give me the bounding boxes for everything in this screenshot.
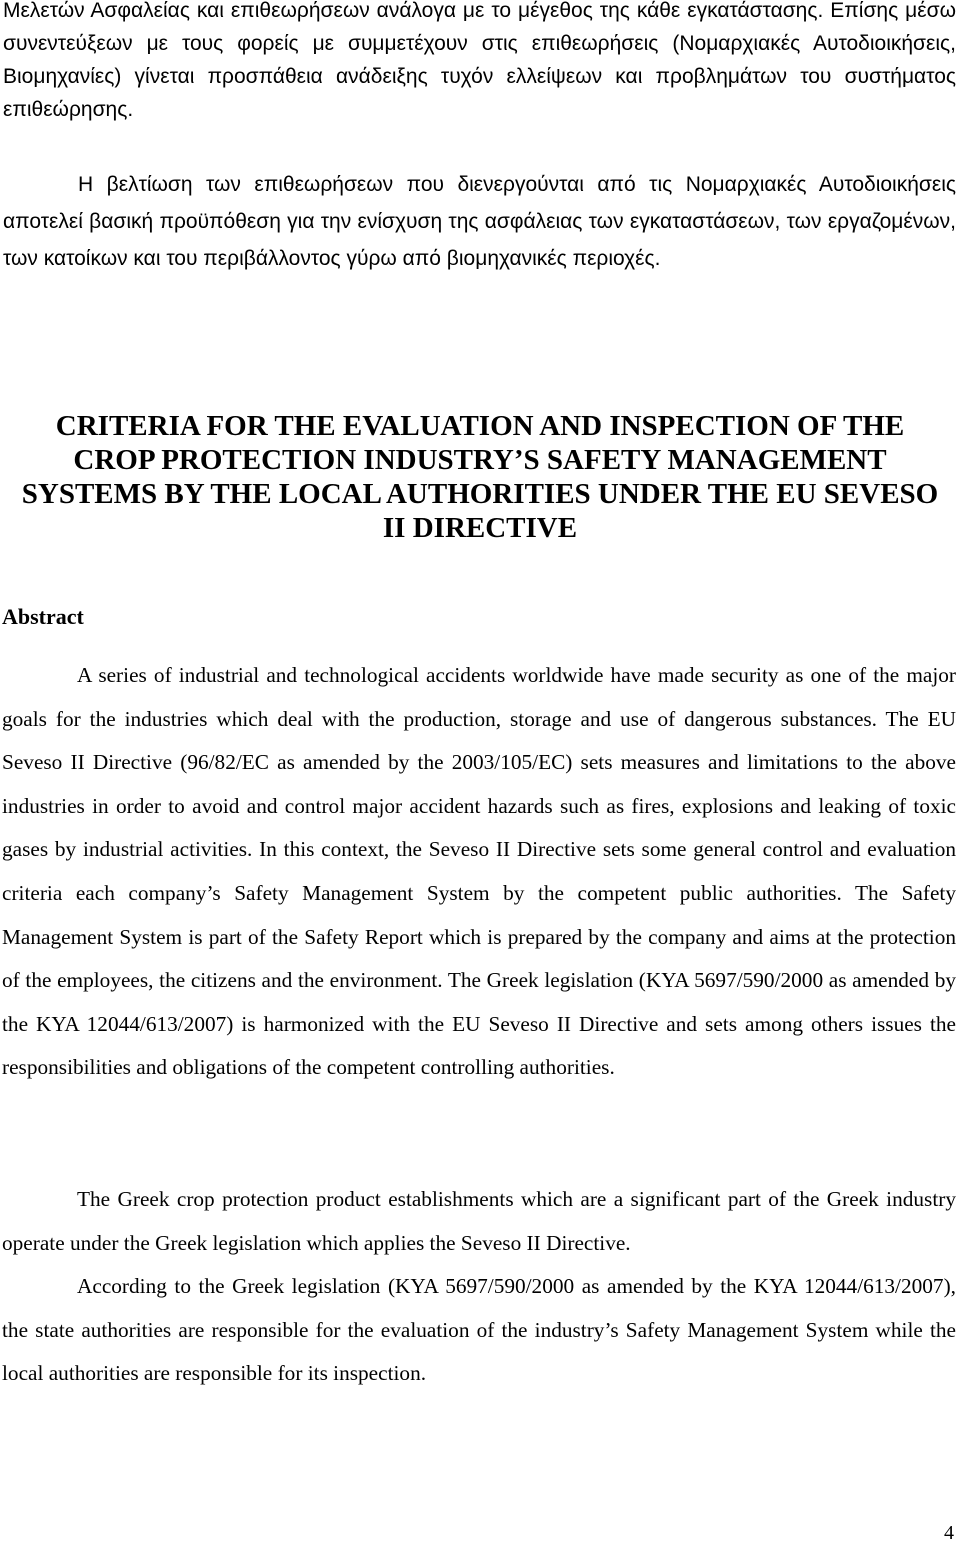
- abstract-heading: Abstract: [2, 604, 84, 629]
- greek-paragraph: Η βελτίωση των επιθεωρήσεων που διενεργούνται από τις Νομαρχιακές Αυτοδιοικήσεις αποτελεί βασική προϋπόθεση για την ενίσχυση της ασφάλειας των εγκαταστάσεων, των εργαζομένων, των κατοίκων και του περιβάλλοντος γύρω από βιομηχανικές περιοχές.: [3, 173, 956, 270]
- abstract-paragraph-3: According to the Greek legislation (KYA 5697/590/2000 as amended by the KYA 12044/613/2007), the state authorities are responsible for the evaluation of the industry’s Safety Management System while the local authorities are responsible for its inspection.: [2, 1274, 956, 1386]
- abstract-paragraph-2: The Greek crop protection product establishments which are a significant part of the Greek industry operate under the Greek legislation which applies the Seveso II Directive.: [2, 1187, 956, 1255]
- abstract-paragraph-1: A series of industrial and technological accidents worldwide have made security as one of the major goals for the industries which deal with the production, storage and use of dangerous substances. The EU Seveso II Directive (96/82/EC as amended by the 2003/105/EC) sets measures and limitations to the above industries in order to avoid and control major accident hazards such as fires, explosions and leaking of toxic gases by industrial activities. In this context, the Seveso II Directive sets some general control and evaluation criteria each company’s Safety Management System by the competent public authorities. The Safety Management System is part of the Safety Report which is prepared by the company and aims at the protection of the employees, the citizens and the environment. The Greek legislation (KYA 5697/590/2000 as amended by the KYA 12044/613/2007) is harmonized with the EU Seveso II Directive and sets among others issues the responsibilities and obligations of the competent controlling authorities.: [2, 663, 956, 1080]
- page-number: 4: [944, 1522, 954, 1544]
- greek-continuation-paragraph: Μελετών Ασφαλείας και επιθεωρήσεων ανάλογα με το μέγεθος της κάθε εγκατάστασης. Επίσης μέσω συνεντεύξεων με τους φορείς με συμμετέχουν στις επιθεωρήσεις (Νομαρχιακές Αυτοδιοικήσεις, Βιομηχανίες) γίνεται προσπάθεια ανάδειξης τυχόν ελλείψεων και προβλημάτων του συστήματος επιθεώρησης.: [3, 0, 956, 121]
- paper-title: CRITERIA FOR THE EVALUATION AND INSPECTION OF THE CROP PROTECTION INDUSTRY’S SAFETY MANAGEMENT SYSTEMS BY THE LOCAL AUTHORITIES UNDER THE EU SEVESO II DIRECTIVE: [21, 410, 939, 544]
